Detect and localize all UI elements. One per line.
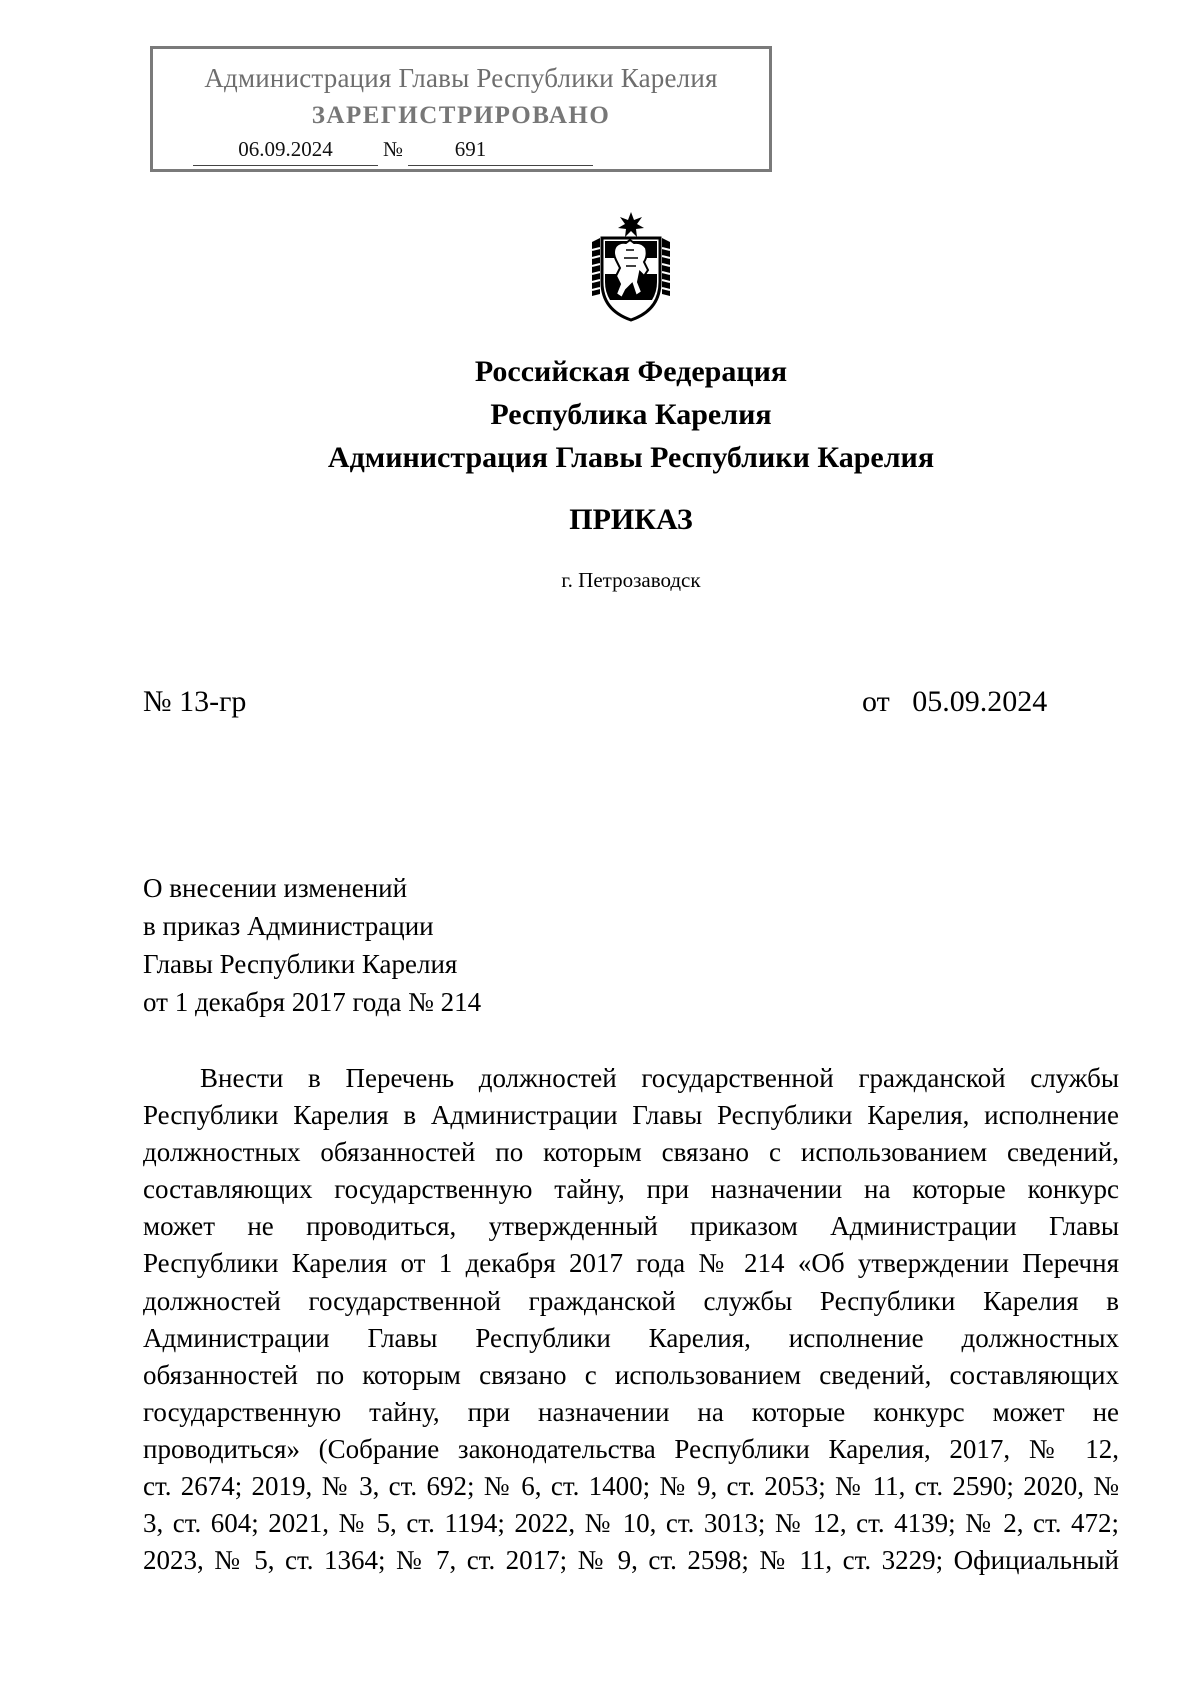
order-subject [143,869,481,1021]
body-line: должностей государственной гражданской службы Республики Карелия в [143,1285,1119,1316]
subject-line: О внесении изменений [143,873,408,903]
order-date-label: от [862,685,890,718]
order-number: № 13-гр [143,685,247,718]
stamp-date: 06.09.2024 [193,133,378,166]
body-line: обязанностей по которым связано с использованием сведений, составляющих [143,1359,1119,1390]
document-city: г. Петрозаводск [561,568,701,592]
subject-line: Главы Республики Карелия [143,949,458,979]
header-authority: Администрация Главы Республики Карелия [327,441,935,474]
order-body-paragraph [143,1060,1119,1579]
body-line: может не проводиться, утвержденный приказом Администрации Главы [143,1211,1119,1242]
subject-line: от 1 декабря 2017 года № 214 [143,987,482,1017]
order-date: 05.09.2024 [912,685,1048,718]
body-line: ст. 2674; 2019, № 3, ст. 692; № 6, ст. 1400; № 9, ст. 2053; № 11, ст. 2590; 2020, № [143,1471,1119,1502]
body-line: составляющих государственную тайну, при назначении на которые конкурс [143,1174,1119,1205]
body-line: государственную тайну, при назначении на которые конкурс может не [143,1396,1119,1427]
body-line: 3, ст. 604; 2021, № 5, ст. 1194; 2022, № 10, ст. 3013; № 12, ст. 4139; № 2, ст. 472; [143,1508,1119,1539]
stamp-organization: Администрация Главы Республики Карелия [204,63,718,93]
order-date-line [862,685,1047,719]
body-line: должностных обязанностей по которым связано с использованием сведений, [143,1137,1119,1168]
body-line: 2023, № 5, ст. 1364; № 7, ст. 2017; № 9, ст. 2598; № 11, ст. 3229; Официальный [143,1545,1119,1576]
header-republic: Республика Карелия [490,398,772,431]
body-line: Республики Карелия в Администрации Главы Республики Карелия, исполнение [143,1100,1119,1131]
stamp-number: 691 [408,133,593,166]
body-line: Внести в Перечень должностей государственной гражданской службы [200,1063,1119,1093]
body-line: проводиться» (Собрание законодательства Республики Карелия, 2017, № 12, [143,1433,1119,1464]
document-type-title: ПРИКАЗ [569,503,693,536]
header-country: Российская Федерация [474,355,788,388]
subject-line: в приказ Администрации [143,911,434,941]
body-line: Администрации Главы Республики Карелия, исполнение должностных [143,1322,1119,1353]
stamp-number-label: № [383,137,404,161]
stamp-status: ЗАРЕГИСТРИРОВАНО [311,102,611,129]
karelia-coat-of-arms-icon [586,212,676,324]
body-line: Республики Карелия от 1 декабря 2017 года № 214 «Об утверждении Перечня [143,1248,1119,1279]
registration-stamp [150,46,772,172]
